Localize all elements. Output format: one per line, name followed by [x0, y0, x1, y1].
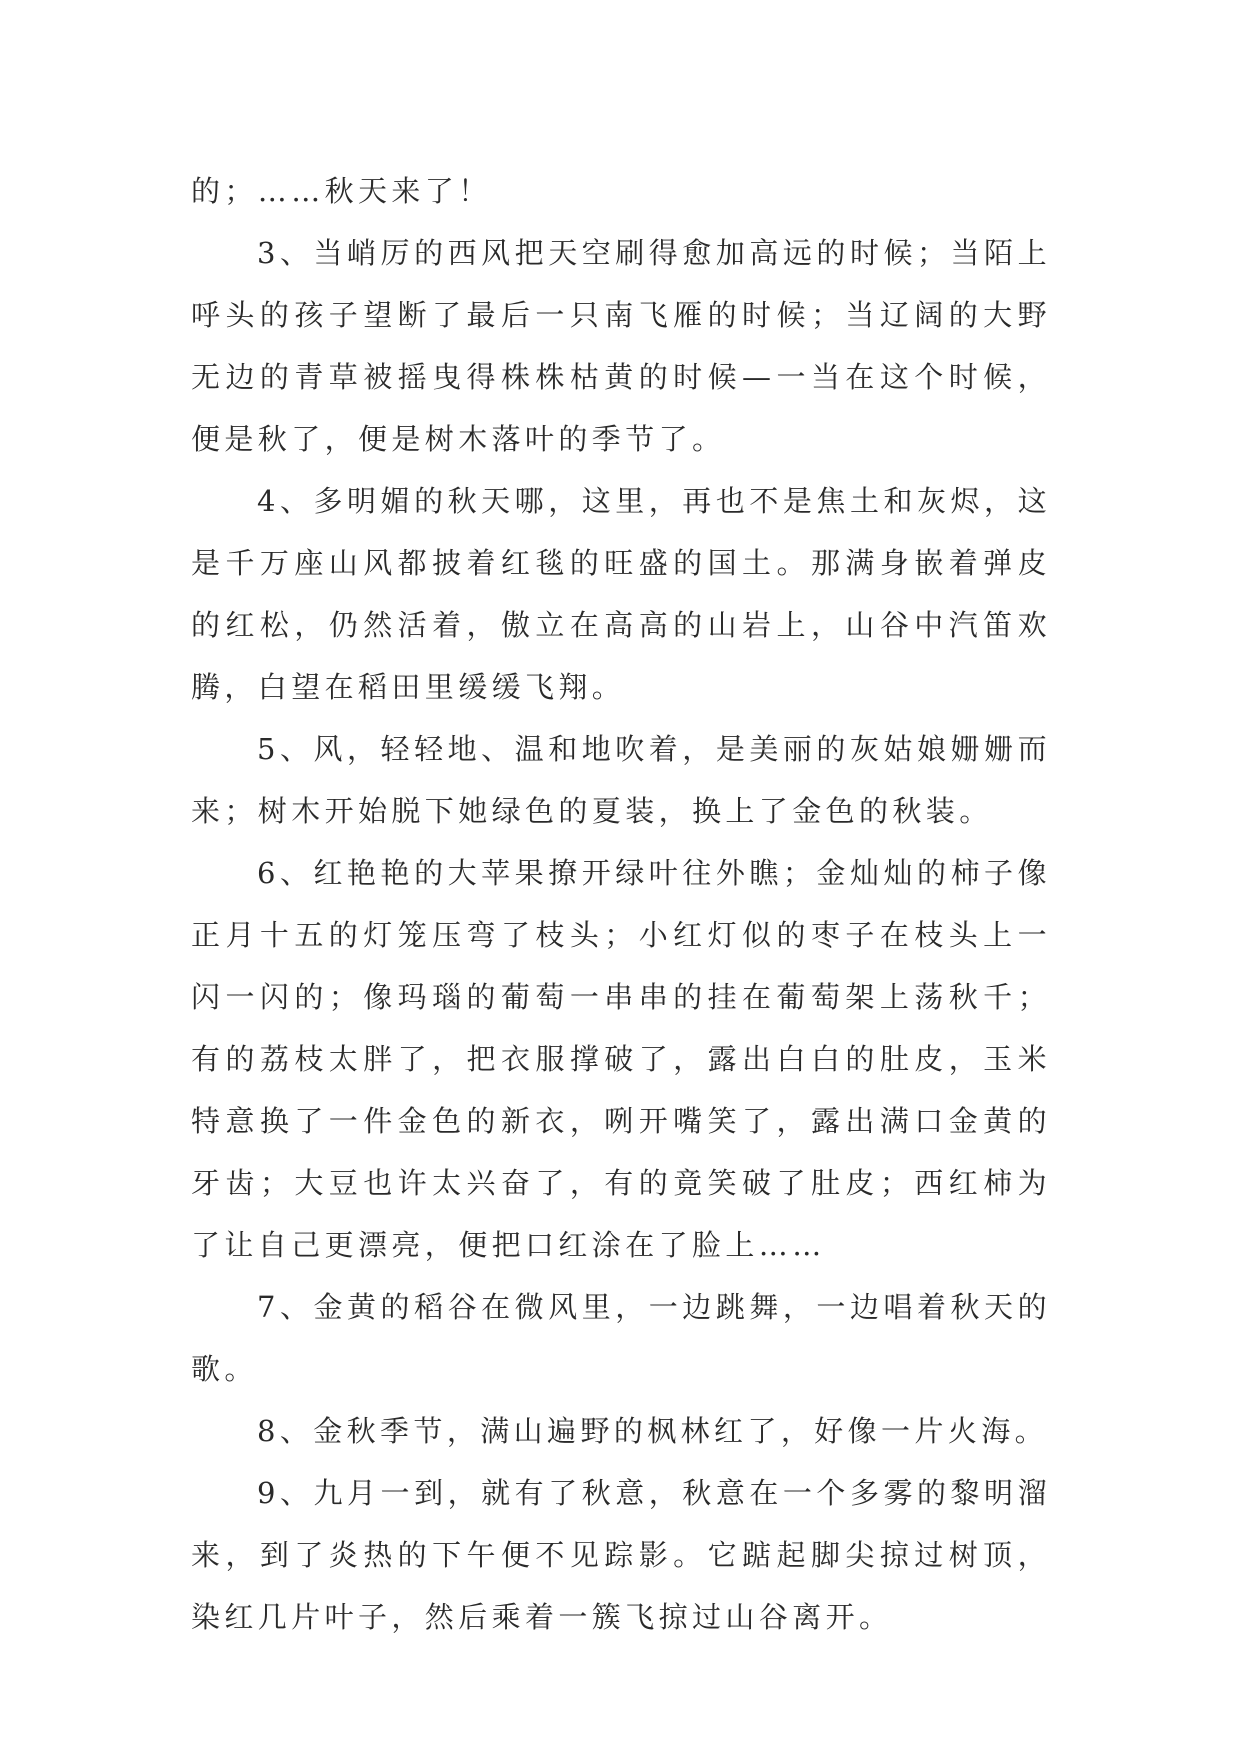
paragraph-item-7: 7、金黄的稻谷在微风里，一边跳舞，一边唱着秋天的歌。	[191, 1290, 1051, 1386]
document-body	[191, 160, 1051, 1648]
paragraph-continuation: 的；……秋天来了！	[191, 174, 492, 208]
paragraph-item-9: 9、九月一到，就有了秋意，秋意在一个多雾的黎明溜来，到了炎热的下午便不见踪影。它踮起脚尖掠过树顶，染红几片叶子，然后乘着一簇飞掠过山谷离开。	[191, 1476, 1051, 1634]
paragraph-item-4: 4、多明媚的秋天哪，这里，再也不是焦土和灰烬，这是千万座山风都披着红毯的旺盛的国土。那满身嵌着弹皮的红松，仍然活着，傲立在高高的山岩上，山谷中汽笛欢腾，白望在稻田里缓缓飞翔。	[191, 484, 1051, 704]
paragraph-item-5: 5、风，轻轻地、温和地吹着，是美丽的灰姑娘姗姗而来；树木开始脱下她绿色的夏装，换上了金色的秋装。	[191, 732, 1051, 828]
paragraph-item-6: 6、红艳艳的大苹果撩开绿叶往外瞧；金灿灿的柿子像正月十五的灯笼压弯了枝头；小红灯似的枣子在枝头上一闪一闪的；像玛瑙的葡萄一串串的挂在葡萄架上荡秋千；有的荔枝太胖了，把衣服撑破了，露出白白的肚皮，玉米特意换了一件金色的新衣，咧开嘴笑了，露出满口金黄的牙齿；大豆也许太兴奋了，有的竟笑破了肚皮；西红柿为了让自己更漂亮，便把口红涂在了脸上……	[191, 856, 1051, 1262]
paragraph-item-3: 3、当峭厉的西风把天空刷得愈加高远的时候；当陌上呼头的孩子望断了最后一只南飞雁的时候；当辽阔的大野无边的青草被摇曳得株株枯黄的时候—一当在这个时候，便是秋了，便是树木落叶的季节了。	[191, 236, 1051, 456]
paragraph-item-8: 8、金秋季节，满山遍野的枫林红了，好像一片火海。	[257, 1414, 1049, 1448]
